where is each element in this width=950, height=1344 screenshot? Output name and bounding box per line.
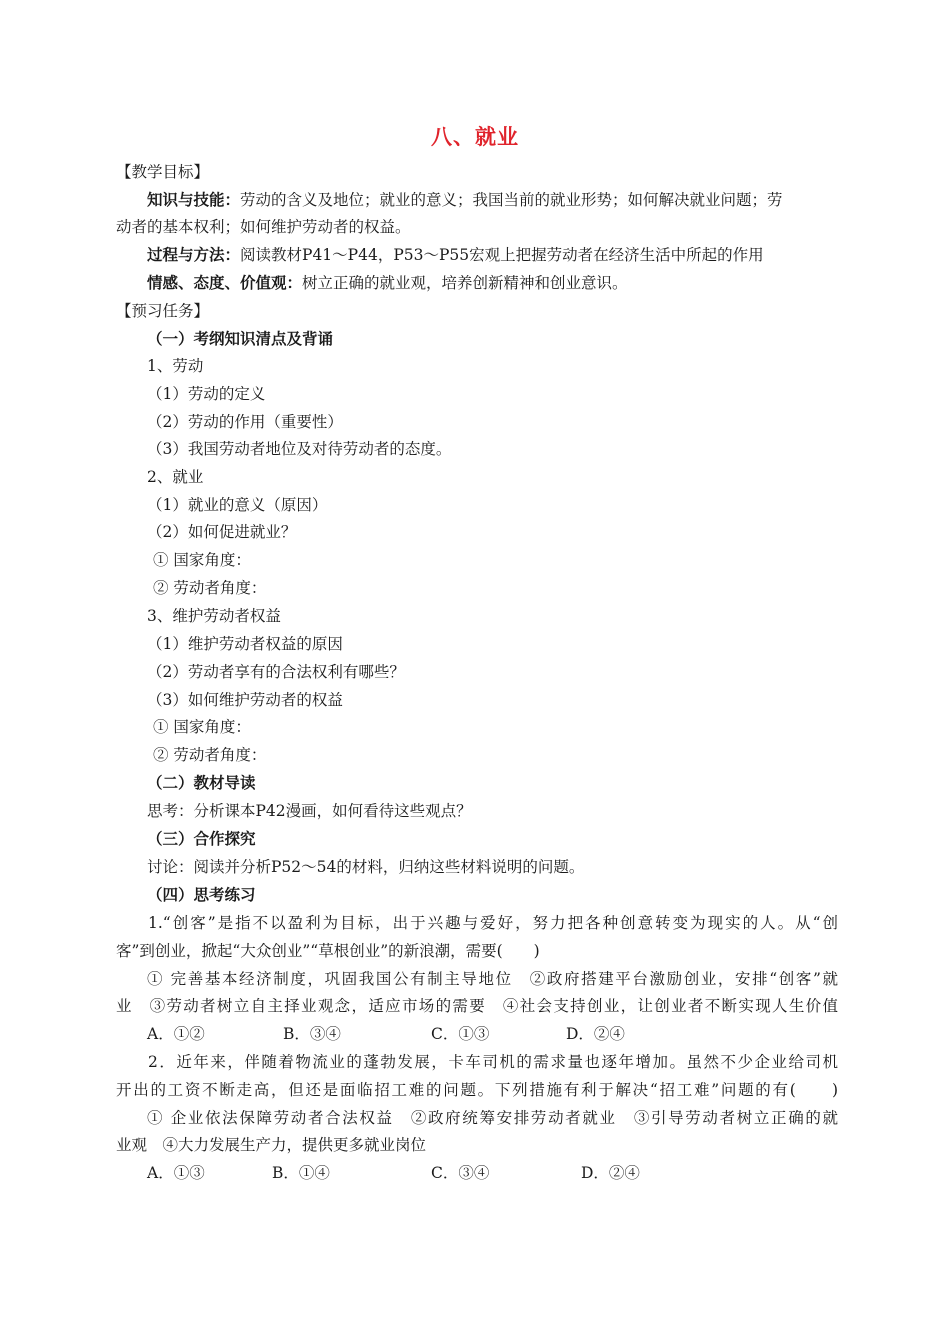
question-2-line: ① 企业依法保障劳动者合法权益 ②政府统筹安排劳动者就业 ③引导劳动者树立正确的就 bbox=[147, 1109, 838, 1127]
section-heading-3: （三）合作探究 bbox=[147, 830, 256, 848]
option-d: D．②④ bbox=[581, 1164, 640, 1182]
list-item: （1）就业的意义（原因） bbox=[147, 496, 328, 514]
list-item: （3）如何维护劳动者的权益 bbox=[147, 691, 343, 709]
process-label: 过程与方法： bbox=[147, 246, 241, 264]
question-1-line: 业 ③劳动者树立自主择业观念，适应市场的需要 ④社会支持创业，让创业者不断实现人生价值 bbox=[116, 997, 838, 1015]
emotion-line bbox=[147, 273, 628, 293]
list-item: （1）维护劳动者权益的原因 bbox=[147, 635, 343, 653]
objectives-header: 【教学目标】 bbox=[116, 163, 210, 181]
emotion-text: 树立正确的就业观，培养创新精神和创业意识。 bbox=[302, 274, 628, 292]
section-heading-1: （一）考纲知识清点及背诵 bbox=[147, 330, 334, 348]
knowledge-text-cont: 动者的基本权利；如何维护劳动者的权益。 bbox=[116, 218, 411, 236]
option-a: A．①③ bbox=[147, 1164, 205, 1182]
knowledge-line bbox=[147, 190, 783, 210]
list-item: 1、劳动 bbox=[147, 357, 204, 375]
question-1-line: 客”到创业，掀起“大众创业”“草根创业”的新浪潮，需要( ) bbox=[116, 942, 540, 960]
knowledge-label: 知识与技能： bbox=[147, 191, 241, 209]
question-1-line: ① 完善基本经济制度，巩固我国公有制主导地位 ②政府搭建平台激励创业，安排“创客”就 bbox=[147, 970, 838, 988]
list-item: ① 国家角度： bbox=[153, 551, 251, 569]
list-item: ① 国家角度： bbox=[153, 718, 251, 736]
list-item: （3）我国劳动者地位及对待劳动者的态度。 bbox=[147, 440, 452, 458]
option-b: B．①④ bbox=[272, 1164, 330, 1182]
option-c: C．①③ bbox=[431, 1025, 490, 1043]
option-a: A．①② bbox=[147, 1025, 205, 1043]
emotion-label: 情感、态度、价值观： bbox=[147, 274, 303, 292]
question-1-line: 1.“创客”是指不以盈利为目标，出于兴趣与爱好，努力把各种创意转变为现实的人。从“创 bbox=[148, 914, 838, 932]
list-item: （2）劳动的作用（重要性） bbox=[147, 413, 343, 431]
list-item: 2、就业 bbox=[147, 468, 204, 486]
option-b: B．③④ bbox=[283, 1025, 341, 1043]
process-text: 阅读教材P41～P44，P53～P55宏观上把握劳动者在经济生活中所起的作用 bbox=[240, 246, 764, 264]
question-2-line: 开出的工资不断走高，但还是面临招工难的问题。下列措施有利于解决“招工难”问题的有( ) bbox=[116, 1081, 838, 1099]
section-2-text: 思考：分析课本P42漫画，如何看待这些观点？ bbox=[147, 802, 472, 820]
list-item: ② 劳动者角度： bbox=[153, 579, 267, 597]
option-c: C．③④ bbox=[431, 1164, 490, 1182]
preview-header: 【预习任务】 bbox=[116, 302, 210, 320]
section-3-text: 讨论：阅读并分析P52～54的材料，归纳这些材料说明的问题。 bbox=[147, 858, 585, 876]
question-2-line: 业观 ④大力发展生产力，提供更多就业岗位 bbox=[116, 1136, 427, 1154]
option-d: D．②④ bbox=[566, 1025, 625, 1043]
question-2-line: 2．近年来，伴随着物流业的蓬勃发展，卡车司机的需求量也逐年增加。虽然不少企业给司机 bbox=[148, 1053, 838, 1071]
list-item: ② 劳动者角度： bbox=[153, 746, 267, 764]
knowledge-text: 劳动的含义及地位；就业的意义；我国当前的就业形势；如何解决就业问题；劳 bbox=[240, 191, 783, 209]
section-heading-4: （四）思考练习 bbox=[147, 886, 256, 904]
list-item: 3、维护劳动者权益 bbox=[147, 607, 281, 625]
page-title: 八、就业 bbox=[431, 125, 519, 149]
list-item: （1）劳动的定义 bbox=[147, 385, 266, 403]
process-line bbox=[147, 245, 764, 265]
section-heading-2: （二）教材导读 bbox=[147, 774, 256, 792]
list-item: （2）劳动者享有的合法权利有哪些？ bbox=[147, 663, 405, 681]
list-item: （2）如何促进就业？ bbox=[147, 523, 297, 541]
